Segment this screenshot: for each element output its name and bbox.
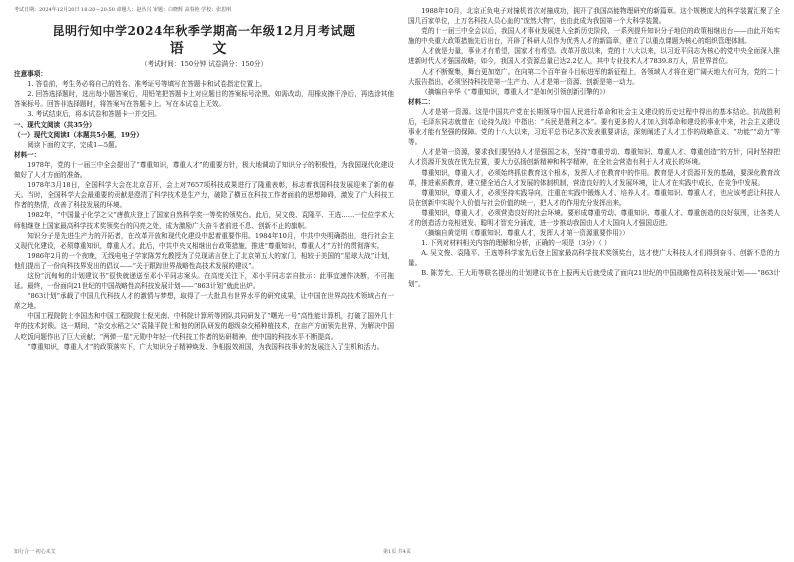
reading-instruction: 阅读下面的文字，完成1—5题。 — [27, 140, 122, 149]
option-a: A. 吴文俊、袁隆平、王选等科学家先后登上国家最高科学技术奖领奖台，这才使广大科技人才们得到奋斗、创新不息的力量。 — [408, 249, 780, 268]
exam-header-info: 考试日期：2024年12月20日 18:20—20:50 命题人：赵丛兴 审题：白晓辉 高春艳 学校：张思明 — [14, 7, 232, 13]
paragraph: 人才不断聚集，舞台更加宽广。在向第二个百年奋斗目标进军的新征程上，各领域人才将在更广阔天地大有可为，党的二十大报告指出，必须坚持科技是第一生产力、人才是第一资源、创新是第一动力。 — [408, 67, 780, 86]
material-2-label: 材料二： — [408, 97, 435, 106]
footer-motto: 知行合一 初心未艾 — [14, 549, 56, 555]
paragraph: 人才是第一资源，要求我们要坚持人才是强国之本，坚持“尊重劳动、尊重知识、尊重人才、尊重创造”的方针，同时坚持把人才资源开发放在优先位置，要大力弘扬创新精神和科学精神，在全社会营造有利于人才成长的环境。 — [408, 148, 780, 167]
note-item-3: 3. 考试结束后，将本试卷和答题卡一并交回。 — [27, 110, 161, 119]
paragraph: 这份“沉甸甸的计划建议书”很快就递送至邓小平同志案头。在高度关注下，邓小平同志亲自批示：此事宜速作决断，不可拖延。最终，一份面向21世纪的中国战略性高科技发展计划——“863计划”就此出炉。 — [14, 271, 394, 291]
paragraph: 知识分子是先进生产力的开拓者，在改革开放和现代化建设中起着重要作用。1984年10月，中共中央明确指出，进行社会主义现代化建设，必须尊重知识，尊重人才。此后，中共中央又相继出台政策措施，推进“尊重知识，尊重人才”方针的贯彻落实。 — [14, 231, 394, 250]
right-column — [408, 6, 780, 289]
paragraph: 1988年10月，北京正负电子对撞机首次对撞成功，拥开了我国高能物理研究的新篇章。这个规模庞大的科学装置汇聚了全国几百家单位，上万名科技人员心血的“庞然大物”，也由此成为我国第一个大科学装置。 — [408, 7, 780, 26]
option-b: B. 陈芳允、王大珩等联名提出的计划建议书在上报两天后就受成了面向21世纪的中国战略性高科技发展计划——“863计划”。 — [408, 269, 780, 288]
source-citation: （摘编自辛华《“尊重知识，尊重人才”是如何引领创新引擎的》） — [421, 87, 610, 96]
notes-heading: 注意事项： — [14, 70, 47, 79]
paragraph: 人才是第一资源。这是中国共产党在长期领导中国人民进行革命和社会主义建设的历史过程中得出的基本结论。抗战胜利后，毛泽东同志就曾在《论持久战》中指出：“兵民是胜利之本”。要有更多的人才加入到革命和建设的事业中来，社会主义建设事业才能有坚强的保障。党的十八大以来，习近平总书记多次发表重要讲话，深刻阐述了人才工作的战略意义、“功能”“动力”等等。 — [408, 107, 780, 147]
source-citation: （摘编自黄觉明《尊重知识、尊重人才，发挥人才第一资源重要作用》） — [421, 229, 629, 238]
material-1-label: 材料一： — [14, 150, 41, 159]
paragraph: 中国工程院院士李国杰和中国工程院院士倪光南、中科院计算所等团队共同研发了“曙光一号”高性能计算机，打破了国外几十年的技术封锁。这一期间，“杂交水稻之父”袁隆平院士和他的团队研发的超级杂交稻种植技术，在亩产方面领先世界，为解决中国人吃饭问题作出了巨大贡献；“两弹一星”元勋中年轻一代科技工作者的钻研精神，使中国的科技水平不断提高。 — [14, 312, 394, 341]
paragraph: 尊重知识，尊重人才，必须营造良好的社会环境。要形成尊重劳动、尊重知识、尊重人才、尊重创造的良好氛围，让各类人才的创造活力竞相迸发、聪明才智充分涌流，进一步推动我国由人才大国向人才强国迈进。 — [408, 208, 780, 227]
note-item-2: 2. 回答选择题时，选出每小题答案后，用铅笔把答题卡上对应题目的答案标号涂黑。如需改动，用橡皮擦干净后，再选涂其他答案标号。回答非选择题时，将答案写在答题卡上。写在本试卷上无效。 — [14, 90, 394, 109]
paragraph: 1978年，党的十一届三中全会提出了“尊重知识，尊重人才”的重要方针，极大地调动了知识分子的积极性，为我国现代化建设做好了人才方面的准备。 — [14, 160, 394, 180]
subsection-heading: （一）现代文阅读Ⅰ（本题共5小题，19分） — [14, 130, 143, 139]
exam-time-info: （考试时间：150分钟 试卷满分：150分） — [140, 60, 268, 68]
left-column — [14, 16, 394, 352]
section-heading: 一、现代文阅读（共35分） — [14, 120, 96, 129]
paragraph: 1978年3月18日，全国科学大会在北京召开，会上对7657项科技成果进行了隆重表彰，标志着我国科技发展迎来了新的春天。当时，全国科学大会最重要的贡献是澄清了科学技术是生产力，破除了横亘在科技工作者面前的思想障碍，激发了广大科技工作者的热情，改善了科技发展的环境。 — [14, 181, 394, 210]
paragraph: 尊重知识，尊重人才，必须坚持实践导向，注重在实践中锻炼人才、培养人才。尊重知识、尊重人才，也应该考虑让科技人员在创新中实现个人价值与社会价值的统一，把人才的作用充分发挥出来。 — [408, 188, 780, 207]
paragraph: 党的十一届三中全会以后，我国人才事业发展进入全新历史阶段，一系列提升知识分子地位的政策相继出台——由此开始实施的中央重大政策措施先后出台，开辟了科研人员作为优秀人才的新篇章，建立了以重点课题为核心的组织管理体制。 — [408, 27, 780, 46]
note-item-1: 1. 答卷前，考生务必将自己的姓名、准考证号等填写在答题卡和试卷指定位置上。 — [27, 80, 267, 89]
question-1: 1. 下列对材料相关内容的理解和分析，正确的一项是（3分）（ ） — [421, 239, 611, 248]
paragraph: “863计划”承载了中国几代科技人才的激情与梦想，取得了一大批具有世界水平的研究成果，让中国在世界高技术领域占有一席之地。 — [14, 292, 394, 311]
page-number: 第1页 共4页 — [383, 549, 411, 555]
paragraph: 1986年2月的一个夜晚，无线电电子学家陈芳允教授为了兑现诺言登上了北京第五大的家门，相较于美国的“星球大战”计划，他们提出了一份向科技界发出的倡议——“关于跟踪世界战略性高技术发展的建议”。 — [14, 251, 394, 270]
paragraph: 1982年，“中国量子化学之父”唐敖庆登上了国家自然科学奖一等奖的领奖台。此后，吴文俊、袁隆平、王选……一位位学术大师相继登上国家最高科学技术奖领奖台的闪亮之处，成为激励广大奋斗者前进不息、创新不止的旗帜。 — [14, 211, 394, 230]
paragraph: 尊重知识，尊重人才，必须始终抓住教育这个根本，发挥人才在教育中的作用。教育是人才资源开发的基础，要深化教育改革，推进素质教育，建立健全适合人才发展的体制机制，营造良好的人才发展环境，让人才在实践中成长，在竞争中发展。 — [408, 168, 780, 187]
paragraph: “尊重知识，尊重人才”的政策落实下，广大知识分子精神焕发、争相报效祖国，为我国科技事业的发展注入了生机和活力。 — [27, 342, 384, 351]
subject-title: 语 文 — [169, 41, 239, 57]
paragraph: 人才就是力量，事业才有希望，国家才有希望。改革开放以来，党的十八大以来，以习近平同志为核心的党中央全面深入推进新时代人才强国战略，如今，我国人才资源总量已达2.2亿人，其中专业技术人才7839.8万人，居世界首位。 — [408, 47, 780, 66]
exam-title: 昆明行知中学2024年秋季学期高一年级12月月考试题 — [52, 24, 356, 38]
